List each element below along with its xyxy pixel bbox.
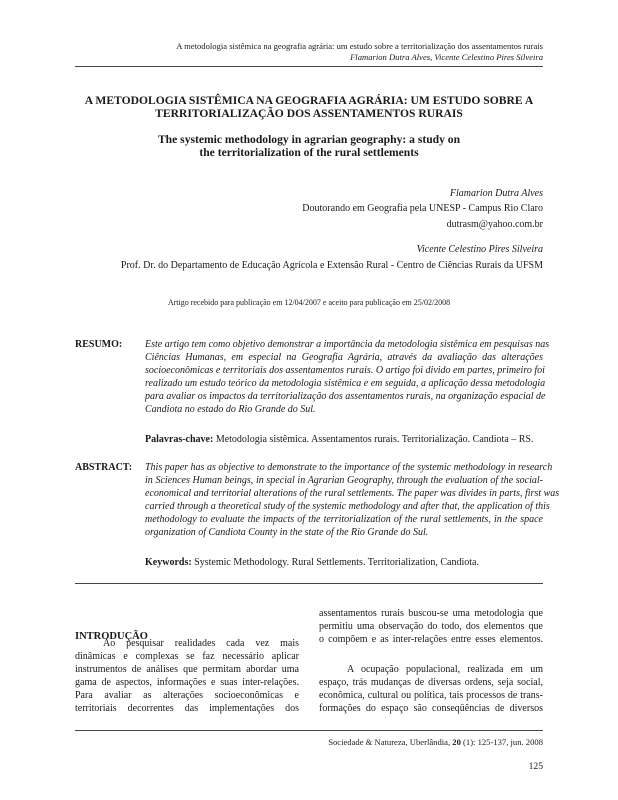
- author2-name: Vicente Celestino Pires Silveira: [416, 244, 543, 255]
- intro-line: assentamentos rurais buscou-se uma metodologia que: [319, 608, 543, 619]
- resumo-line: Ciências Humanas, em especial na Geografia Agrária, através da avaliação das alterações: [145, 352, 543, 363]
- title-en-line-2: the territorialization of the rural settlements: [199, 146, 419, 159]
- running-header-authors: Flamarion Dutra Alves, Vicente Celestino Pires Silveira: [350, 52, 543, 62]
- resumo-keywords-label: Palavras-chave:: [145, 434, 214, 445]
- resumo-line: para avaliar os impactos da territorialização dos assentamentos rurais, na organização espacial de: [145, 391, 546, 402]
- article-title-pt: [75, 94, 543, 120]
- abstract-rule: [75, 583, 543, 584]
- author1-name: Flamarion Dutra Alves: [449, 188, 543, 199]
- intro-line: Ao pesquisar realidades cada vez mais: [103, 638, 299, 649]
- journal-issue-pages: (1): 125-137, jun. 2008: [463, 737, 543, 747]
- title-pt-line-2: TERRITORIALIZAÇÃO DOS ASSENTAMENTOS RURAIS: [155, 107, 463, 120]
- footer-rule: [75, 730, 543, 731]
- abstract-line: carried through a theoretical study of the systemic methodology and after that, the application of this: [145, 501, 550, 512]
- abstract-line: economical and territorial alterations of the rural settlements. The paper was divides in parts, first was: [145, 488, 560, 499]
- intro-line: instrumentos de análises que permitam abordar uma: [75, 664, 299, 675]
- intro-line: formações do espaço são conseqüências de diversos: [319, 703, 543, 714]
- header-rule: [75, 66, 543, 67]
- title-en-line-1: The systemic methodology in agrarian geography: a study on: [157, 133, 461, 146]
- received-note: Artigo recebido para publicação em 12/04/2007 e aceito para publicação em 25/02/2008: [167, 298, 451, 307]
- abstract-label: ABSTRACT:: [75, 462, 133, 473]
- resumo-line: Candiota no estado do Rio Grande do Sul.: [145, 404, 316, 415]
- resumo-keywords: [145, 433, 543, 446]
- journal-citation: [328, 737, 543, 747]
- title-pt-line-1: A METODOLOGIA SISTÊMICA NA GEOGRAFIA AGRÁRIA: UM ESTUDO SOBRE A: [84, 94, 534, 107]
- intro-line: permitiu uma observação do todo, dos elementos que: [319, 621, 543, 632]
- resumo-line: realizado um estudo teórico da metodologia sistêmica e em seguida, a aplicação dessa metodologia: [145, 378, 546, 389]
- intro-right-column-p1: [319, 607, 543, 646]
- running-header-title: A metodologia sistêmica na geografia agrária: um estudo sobre a territorialização dos assentamentos rurais: [176, 41, 543, 51]
- page-number: 125: [528, 761, 543, 772]
- abstract-body: [145, 461, 560, 539]
- resumo-body: [145, 338, 550, 416]
- author1-email: dutrasm@yahoo.com.br: [446, 219, 543, 230]
- author2-affiliation: Prof. Dr. do Departamento de Educação Agrícola e Extensão Rural - Centro de Ciências Rurais da UFSM: [120, 260, 543, 271]
- section-heading-introducao: INTRODUÇÃO: [75, 631, 148, 642]
- intro-line: espaço, trás mudanças de diversas ordens, seja social,: [319, 677, 543, 688]
- abstract-line: This paper has as objective to demonstrate to the importance of the systemic methodology in research: [145, 462, 553, 473]
- intro-right-column-p2: [319, 663, 543, 715]
- abstract-keywords-text: Systemic Methodology. Rural Settlements. Territorialization, Candiota.: [194, 557, 479, 568]
- abstract-line: in Sciences Human beings, in special in Agrarian Geography, through the evaluation of the social-: [145, 475, 543, 486]
- abstract-keywords-label: Keywords:: [145, 557, 192, 568]
- intro-line: gama de aspectos, informações e suas inter-relações.: [75, 677, 299, 688]
- journal-name: Sociedade & Natureza, Uberlândia,: [328, 737, 451, 747]
- article-title-en: [75, 133, 543, 159]
- abstract-keywords: [145, 556, 543, 569]
- resumo-label: RESUMO:: [75, 339, 123, 350]
- intro-line: o compõem e as inter-relações entre esses elementos.: [319, 634, 543, 645]
- abstract-line: methodology to evaluate the impacts of the territorialization of the rural settlements, in the space: [145, 514, 543, 525]
- intro-line: Para avaliar as alterações socioeconômicas e: [75, 690, 299, 701]
- resumo-line: Este artigo tem como objetivo demonstrar a importância da metodologia sistêmica em pesquisas nas: [145, 339, 550, 350]
- intro-left-column: [75, 637, 299, 715]
- intro-line: dinâmicas e complexas se faz necessário aplicar: [75, 651, 299, 662]
- journal-volume: 20: [452, 737, 461, 747]
- resumo-line: socioeconômicas e territoriais dos assentamentos rurais. O artigo foi divido em partes, primeiro foi: [145, 365, 545, 376]
- abstract-line: organization of Candiota County in the state of the Rio Grande do Sul.: [145, 527, 429, 538]
- intro-line: territoriais decorrentes das implementações dos: [75, 703, 299, 714]
- resumo-keywords-text: Metodologia sistêmica. Assentamentos rurais. Territorialização. Candiota – RS.: [215, 434, 534, 445]
- intro-line: econômica, cultural ou política, tais processos de trans-: [319, 690, 543, 701]
- author1-affiliation: Doutorando em Geografia pela UNESP - Campus Rio Claro: [302, 203, 543, 214]
- intro-line: A ocupação populacional, realizada em um: [347, 664, 543, 675]
